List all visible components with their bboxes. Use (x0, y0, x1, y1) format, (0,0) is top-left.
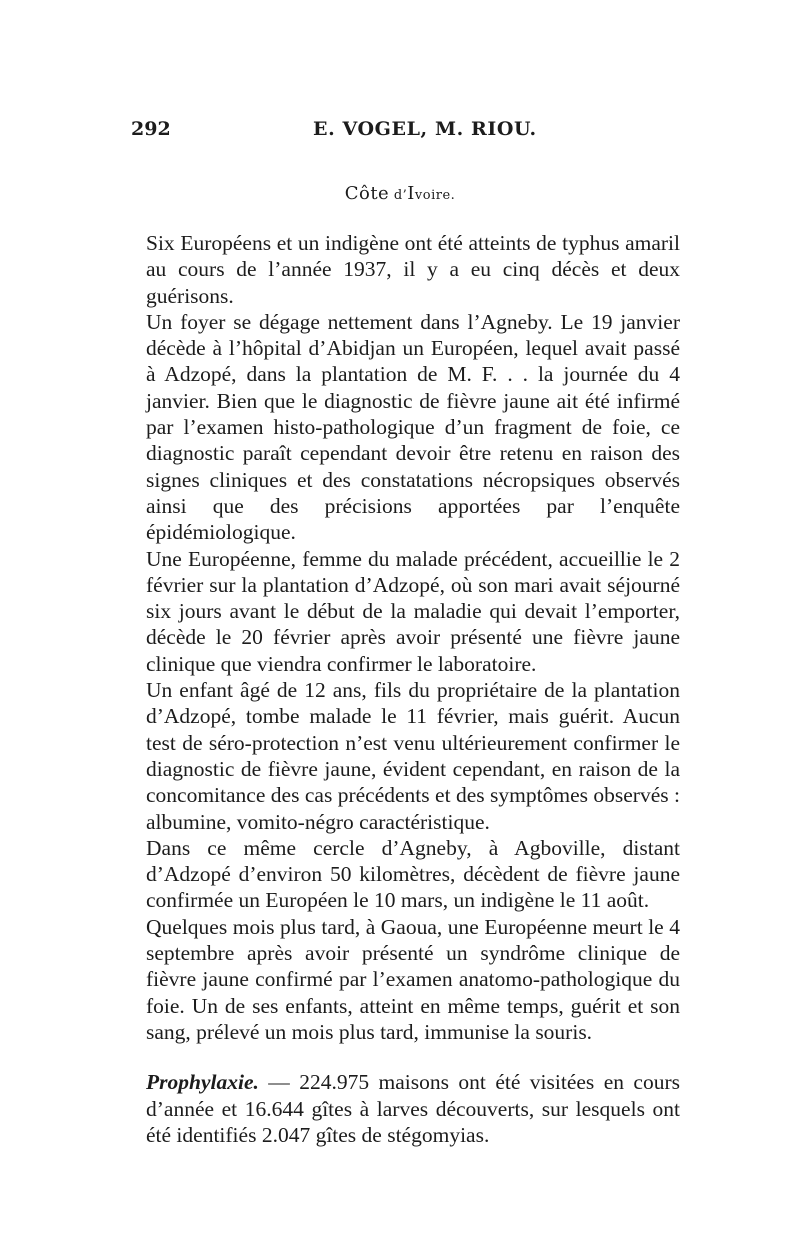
paragraph-3: Une Européenne, femme du malade précédent, accueillie le 2 février sur la plantation d’Adzopé, où son mari avait séjourné six jours avant le début de la maladie qui devait l’emporter, décède le 20 février après avoir présenté une fièvre jaune clinique que viendra confirmer le laboratoire. (146, 546, 680, 676)
page-header (131, 118, 677, 148)
body-text (146, 230, 680, 1148)
page-number: 292 (131, 118, 171, 140)
section-title-cap: Côte (344, 183, 390, 204)
paragraph-2: Un foyer se dégage nettement dans l’Agneby. Le 19 janvier décède à l’hôpital d’Abidjan un Européen, lequel avait passé à Adzopé, dans la plantation de M. F. . . la journée du 4 janvier. Bien que le diagnostic de fièvre jaune ait été infirmé par l’examen histo-pathologique d’un fragment de foie, ce diagnostic paraît cependant devoir être retenu en raison des signes cliniques et des constatations nécropsiques observés ainsi que des précisions apportées par l’enquête épidémiologique. (146, 309, 680, 545)
prophylaxie-text: — 224.975 maisons ont été visitées en cours d’année et 16.644 gîtes à larves découverts, sur lesquels ont été identifiés 2.047 gîtes de stégomyias. (146, 1070, 680, 1147)
section-title-rest-2: voire. (414, 188, 456, 203)
section-title (0, 183, 800, 204)
prophylaxie-lead: Prophylaxie. (146, 1070, 259, 1095)
paragraph-5: Dans ce même cercle d’Agneby, à Agboville, distant d’Adzopé d’environ 50 kilomètres, décèdent de fièvre jaune confirmée un Européen le 10 mars, un indigène le 11 août. (146, 835, 680, 913)
section-title-cap-2: I (407, 183, 415, 204)
paragraph-1: Six Européens et un indigène ont été atteints de typhus amaril au cours de l’année 1937, il y a eu cinq décès et deux guérisons. (146, 231, 680, 308)
running-head: E. VOGEL, M. RIOU. (313, 118, 537, 140)
section-title-rest-1: d’ (389, 188, 408, 203)
paragraph-4: Un enfant âgé de 12 ans, fils du propriétaire de la plantation d’Adzopé, tombe malade le 11 février, mais guérit. Aucun test de séro-protection n’est venu ultérieurement confirmer le diagnostic de fièvre jaune, évident cependant, en raison de la concomitance des cas précédents et des symptômes observés : albumine, vomito-négro caractéristique. (146, 678, 680, 834)
paragraph-6: Quelques mois plus tard, à Gaoua, une Européenne meurt le 4 septembre après avoir présenté un syndrôme clinique de fièvre jaune confirmé par l’examen anatomo-pathologique du foie. Un de ses enfants, atteint en même temps, guérit et son sang, prélevé un mois plus tard, immunise la souris. (146, 914, 680, 1044)
prophylaxie-paragraph (146, 1069, 680, 1148)
